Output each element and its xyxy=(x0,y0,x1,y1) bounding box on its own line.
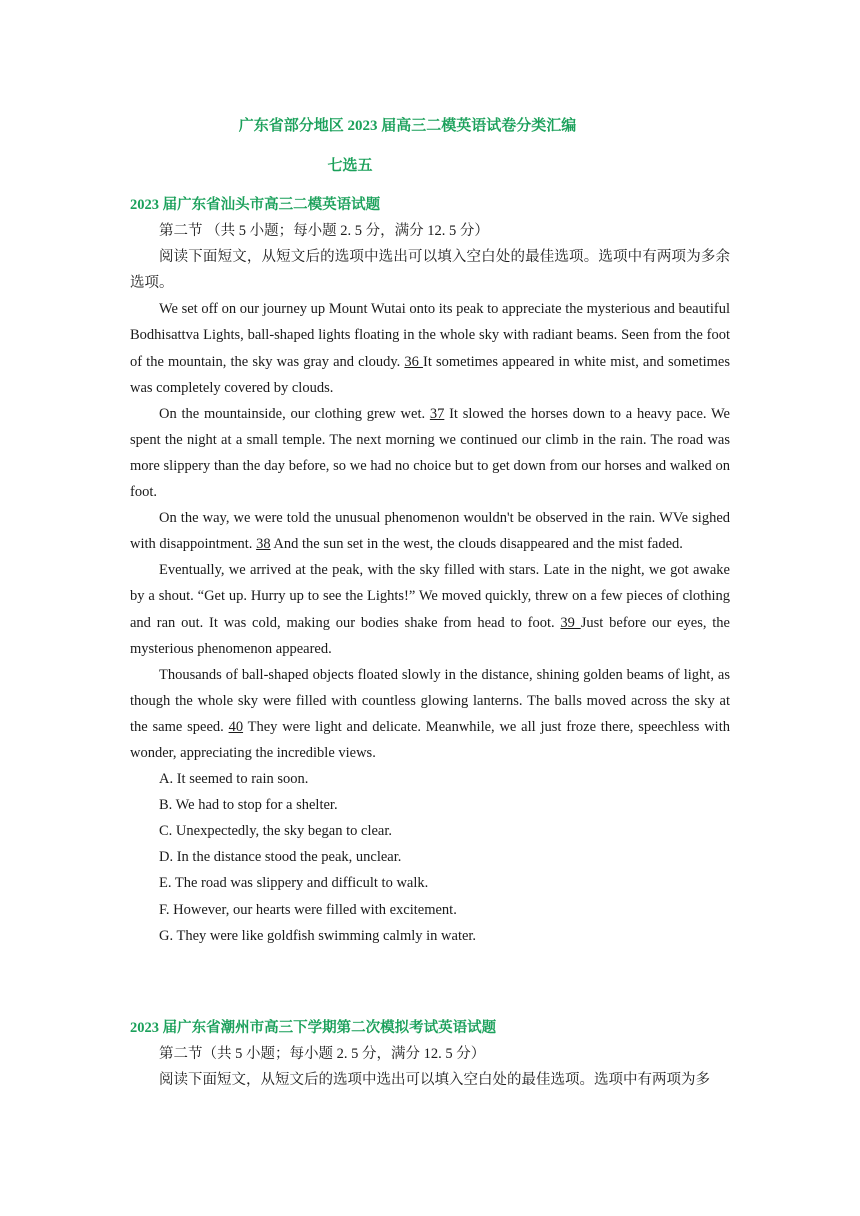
passage-paragraph-5 xyxy=(130,662,730,766)
paragraph-text: We set off on our journey up Mount Wutai onto its peak to appreciate the mysterious and beautiful Bodhisattva Lights, ball-shaped lights floating in the whole sky with radiant beams. Seen from the foot of the mountain, the sky was gray and cloudy. xyxy=(130,301,730,370)
blank-38: 38 xyxy=(256,536,271,553)
paragraph-text: Eventually, we arrived at the peak, with the sky filled with stars. Late in the night, we got awake by a shout. “Get up. Hurry up to see the Lights!” We moved quickly, threw on a few pieces of clothing and ran out. It was cold, making our bodies shake from head to foot. xyxy=(130,562,730,631)
option-c: C. Unexpectedly, the sky began to clear. xyxy=(159,823,392,840)
paragraph-text: It sometimes appeared in white mist, and sometimes was completely covered by clouds. xyxy=(130,353,730,396)
blank-40: 40 xyxy=(228,718,244,735)
option-f: F. However, our hearts were filled with excitement. xyxy=(159,901,457,918)
part-label: 第二节 （共 5 小题；每小题 2. 5 分，满分 12. 5 分） xyxy=(159,223,489,240)
blank-39: 39 xyxy=(560,614,581,631)
paragraph-text: On the mountainside, our clothing grew wet. xyxy=(159,405,430,422)
option-b: B. We had to stop for a shelter. xyxy=(159,797,338,814)
option-e: E. The road was slippery and difficult to walk. xyxy=(159,875,429,892)
document-title: 广东省部分地区 2023 届高三二模英语试卷分类汇编 xyxy=(238,118,577,134)
paragraph-text: And the sun set in the west, the clouds disappeared and the mist faded. xyxy=(270,536,683,553)
blank-36: 36 xyxy=(404,353,423,370)
document-subtitle: 七选五 xyxy=(327,158,373,174)
paragraph-text: On the way, we were told the unusual phenomenon wouldn't be observed in the rain. WVe sighed with disappointment. xyxy=(130,510,730,553)
passage-paragraph-3 xyxy=(130,505,730,557)
passage-paragraph-2 xyxy=(130,401,730,505)
paragraph-text: Thousands of ball-shaped objects floated slowly in the distance, shining golden beams of light, as though the whole sky were filled with countless glowing lanterns. The balls moved across the sky at the same speed. xyxy=(130,666,730,735)
instruction-text: 阅读下面短文，从短文后的选项中选出可以填入空白处的最佳选项。选项中有两项为多余选项。 xyxy=(130,249,730,292)
instruction-text: 阅读下面短文，从短文后的选项中选出可以填入空白处的最佳选项。选项中有两项为多 xyxy=(159,1072,710,1089)
passage-paragraph-1 xyxy=(130,296,730,400)
paragraph-text: It slowed the horses down to a heavy pace. We spent the night at a small temple. The next morning we continued our climb in the rain. The road was more slippery than the day before, so we had no choice but to get down from our horses and walked on foot. xyxy=(130,405,730,501)
part-label: 第二节（共 5 小题；每小题 2. 5 分，满分 12. 5 分） xyxy=(159,1046,486,1063)
option-a: A. It seemed to rain soon. xyxy=(159,771,309,788)
section-heading: 2023 届广东省汕头市高三二模英语试题 xyxy=(130,197,381,213)
paragraph-text: They were light and delicate. Meanwhile, we all just froze there, speechless with wonder, appreciating the incredible views. xyxy=(130,718,730,761)
section-chaozhou xyxy=(130,1015,730,1093)
blank-37: 37 xyxy=(429,405,445,422)
option-d: D. In the distance stood the peak, unclear. xyxy=(159,849,402,866)
option-g: G. They were like goldfish swimming calmly in water. xyxy=(159,927,477,944)
section-heading: 2023 届广东省潮州市高三下学期第二次模拟考试英语试题 xyxy=(130,1020,497,1036)
section-shantou xyxy=(130,192,730,949)
passage-paragraph-4 xyxy=(130,557,730,661)
paragraph-text: Just before our eyes, the mysterious phenomenon appeared. xyxy=(130,614,730,657)
